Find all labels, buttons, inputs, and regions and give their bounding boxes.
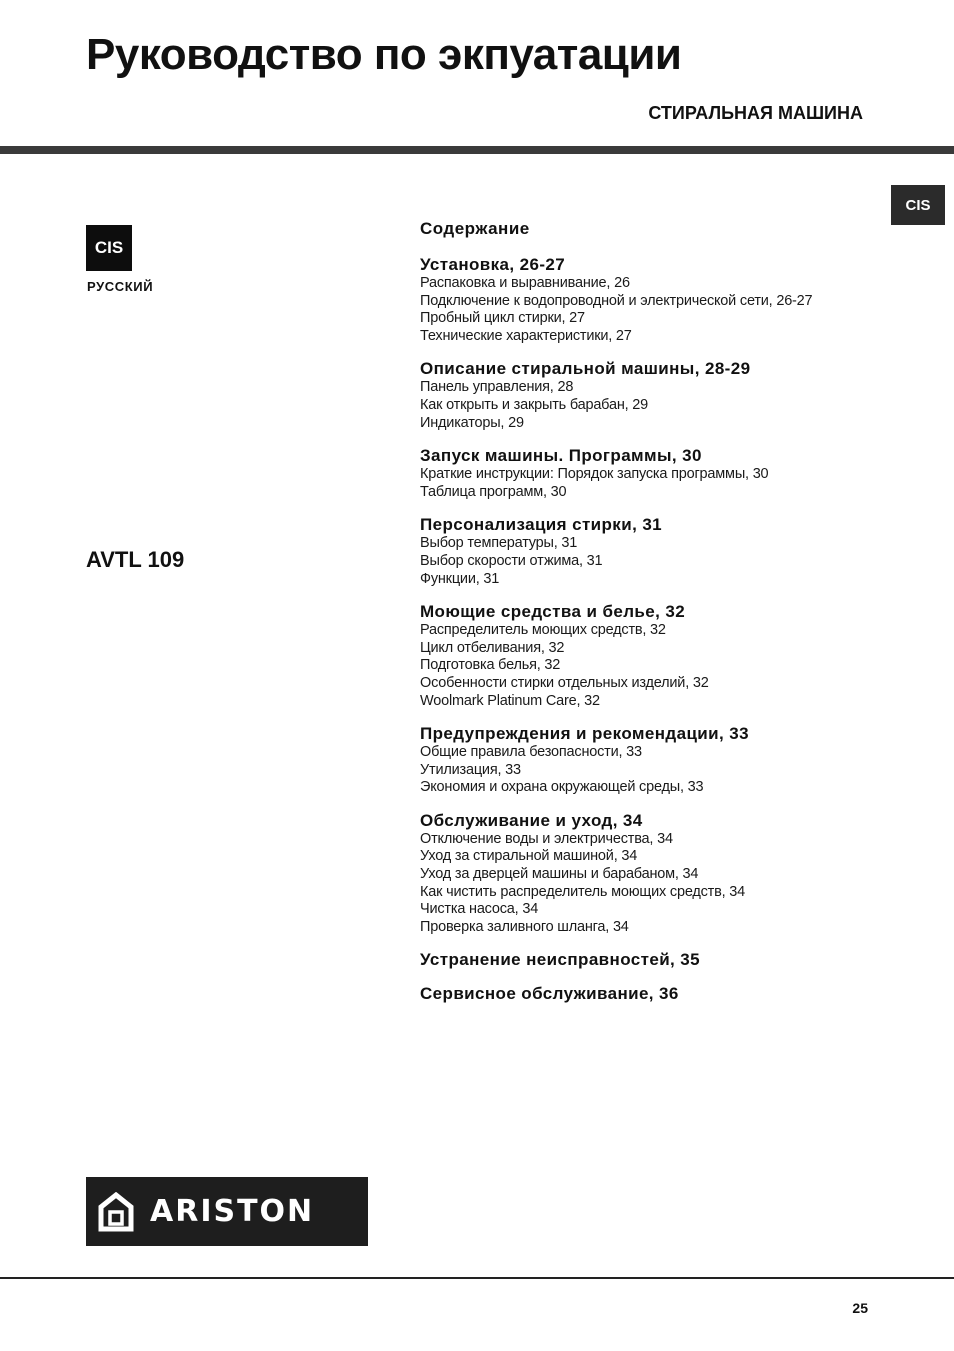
top-divider — [0, 146, 954, 154]
toc-item: Чистка насоса, 34 — [420, 901, 539, 918]
toc-item: Пробный цикл стирки, 27 — [420, 310, 585, 327]
toc-item: Как чистить распределитель моющих средств, 34 — [420, 883, 746, 900]
toc-sections — [420, 254, 890, 1004]
table-of-contents — [420, 218, 890, 1017]
toc-item: Woolmark Platinum Care, 32 — [420, 692, 600, 709]
toc-section — [420, 723, 890, 797]
toc-item: Таблица программ, 30 — [420, 483, 567, 500]
bottom-divider — [0, 1277, 954, 1279]
toc-item: Утилизация, 33 — [420, 761, 521, 778]
document-subtitle: СТИРАЛЬНАЯ МАШИНА — [648, 103, 863, 123]
toc-item: Функции, 31 — [420, 570, 500, 587]
language-label: РУССКИЙ — [87, 279, 154, 294]
toc-heading: Содержание — [420, 219, 530, 238]
toc-section-title: Запуск машины. Программы, 30 — [420, 446, 702, 466]
toc-item: Экономия и охрана окружающей среды, 33 — [420, 779, 704, 796]
toc-section-title: Персонализация стирки, 31 — [420, 515, 663, 535]
toc-section-title: Предупреждения и рекомендации, 33 — [420, 724, 749, 744]
toc-section-title: Моющие средства и белье, 32 — [420, 602, 686, 622]
toc-section — [420, 254, 890, 345]
toc-section — [420, 514, 890, 588]
toc-item: Подготовка белья, 32 — [420, 657, 561, 674]
toc-item: Проверка заливного шланга, 34 — [420, 918, 629, 935]
language-badge: CIS — [86, 225, 132, 271]
toc-section — [420, 949, 890, 970]
toc-item: Отключение воды и электричества, 34 — [420, 830, 673, 847]
toc-item: Панель управления, 28 — [420, 379, 574, 396]
toc-item: Подключение к водопроводной и электрической сети, 26-27 — [420, 292, 813, 309]
toc-item: Технические характеристики, 27 — [420, 327, 632, 344]
toc-section-title: Сервисное обслуживание, 36 — [420, 984, 679, 1004]
side-language-tab: CIS — [891, 185, 945, 225]
logo-text: ARISTON — [150, 1194, 315, 1229]
toc-section — [420, 810, 890, 937]
toc-section — [420, 601, 890, 710]
toc-section-title: Обслуживание и уход, 34 — [420, 810, 643, 830]
toc-item: Индикаторы, 29 — [420, 414, 524, 431]
house-icon — [98, 1192, 134, 1232]
toc-item: Общие правила безопасности, 33 — [420, 744, 642, 761]
toc-section — [420, 983, 890, 1004]
toc-section-title: Устранение неисправностей, 35 — [420, 950, 700, 970]
toc-section-title: Описание стиральной машины, 28-29 — [420, 359, 751, 379]
toc-item: Уход за стиральной машиной, 34 — [420, 848, 638, 865]
toc-item: Краткие инструкции: Порядок запуска программы, 30 — [420, 466, 769, 483]
page-title: Руководство по экпуатации — [86, 30, 682, 79]
toc-section — [420, 358, 890, 432]
toc-item: Выбор скорости отжима, 31 — [420, 552, 603, 569]
toc-item: Выбор температуры, 31 — [420, 535, 578, 552]
page-number: 25 — [852, 1300, 868, 1316]
toc-item: Особенности стирки отдельных изделий, 32 — [420, 674, 709, 691]
model-name: AVTL 109 — [86, 547, 185, 572]
toc-section-title: Установка, 26-27 — [420, 255, 566, 274]
ariston-logo — [86, 1177, 368, 1246]
toc-item: Цикл отбеливания, 32 — [420, 639, 565, 656]
toc-item: Уход за дверцей машины и барабаном, 34 — [420, 866, 699, 883]
toc-item: Как открыть и закрыть барабан, 29 — [420, 396, 649, 413]
toc-item: Распаковка и выравнивание, 26 — [420, 275, 630, 291]
toc-item: Распределитель моющих средств, 32 — [420, 622, 666, 639]
toc-section — [420, 445, 890, 501]
